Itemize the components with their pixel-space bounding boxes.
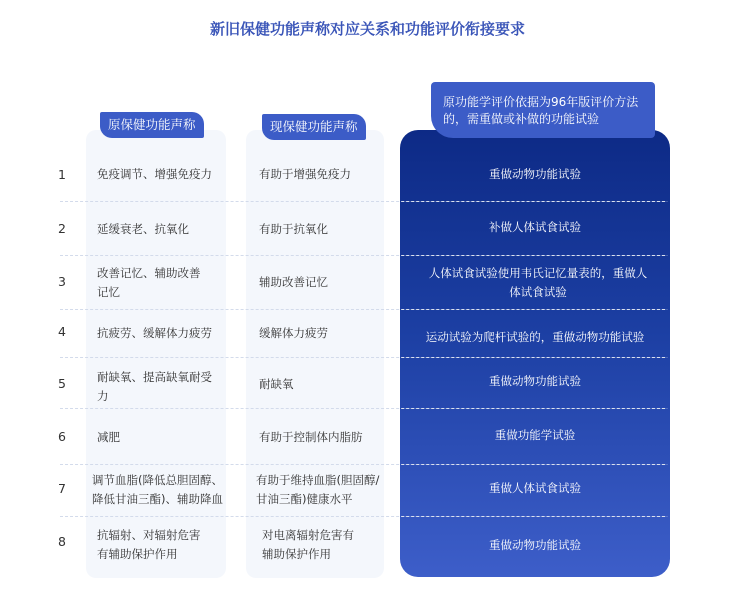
old-claim: 耐缺氧、提高缺氧耐受力 bbox=[97, 370, 212, 403]
new-claim: 辅助改善记忆 bbox=[259, 275, 328, 289]
requirement: 重做人体试食试验 bbox=[489, 481, 581, 495]
row-number: 4 bbox=[58, 324, 66, 339]
requirement: 运动试验为爬杆试验的，重做动物功能试验 bbox=[425, 330, 645, 344]
new-claim: 有助于抗氧化 bbox=[259, 222, 328, 236]
new-claims-header: 现保健功能声称 bbox=[262, 114, 366, 140]
new-claim: 对电离辐射危害有辅助保护作用 bbox=[262, 528, 354, 561]
row-divider bbox=[402, 309, 668, 310]
old-claim: 延缓衰老、抗氧化 bbox=[97, 222, 189, 236]
new-claim: 有助于增强免疫力 bbox=[259, 167, 351, 181]
requirement: 补做人体试食试验 bbox=[489, 220, 581, 234]
row-divider bbox=[402, 357, 668, 358]
old-claim: 调节血脂(降低总胆固醇、降低甘油三酯)、辅助降血 bbox=[92, 473, 223, 506]
requirements-header: 原功能学评价依据为96年版评价方法的，需重做或补做的功能试验 bbox=[431, 82, 655, 138]
requirement: 人体试食试验使用韦氏记忆量表的，重做人体试食试验 bbox=[428, 266, 648, 299]
old-claim: 抗疲劳、缓解体力疲劳 bbox=[97, 326, 212, 340]
row-number: 6 bbox=[58, 429, 66, 444]
row-divider bbox=[402, 201, 668, 202]
row-number: 3 bbox=[58, 274, 66, 289]
page-title: 新旧保健功能声称对应关系和功能评价衔接要求 bbox=[209, 20, 525, 38]
requirement: 重做功能学试验 bbox=[494, 428, 576, 442]
row-number: 7 bbox=[58, 481, 66, 496]
old-claim: 改善记忆、辅助改善记忆 bbox=[97, 266, 201, 299]
row-number: 8 bbox=[58, 534, 66, 549]
new-claims-column bbox=[246, 130, 384, 578]
row-divider bbox=[402, 255, 668, 256]
new-claim: 有助于控制体内脂肪 bbox=[259, 430, 363, 444]
old-claim: 抗辐射、对辐射危害有辅助保护作用 bbox=[97, 528, 201, 561]
old-claims-header: 原保健功能声称 bbox=[100, 112, 204, 138]
row-divider bbox=[402, 464, 668, 465]
old-claims-column bbox=[86, 130, 226, 578]
requirements-column bbox=[400, 130, 670, 577]
row-divider bbox=[402, 408, 668, 409]
requirement: 重做动物功能试验 bbox=[489, 538, 581, 552]
row-number: 1 bbox=[58, 167, 66, 182]
new-claim: 耐缺氧 bbox=[259, 377, 294, 391]
new-claim: 缓解体力疲劳 bbox=[259, 326, 328, 340]
requirement: 重做动物功能试验 bbox=[489, 374, 581, 388]
row-divider bbox=[402, 516, 668, 517]
row-number: 2 bbox=[58, 221, 66, 236]
new-claim: 有助于维持血脂(胆固醇/甘油三酯)健康水平 bbox=[256, 473, 380, 506]
old-claim: 免疫调节、增强免疫力 bbox=[97, 167, 212, 181]
row-number: 5 bbox=[58, 376, 66, 391]
requirement: 重做动物功能试验 bbox=[489, 167, 581, 181]
old-claim: 减肥 bbox=[97, 430, 120, 444]
